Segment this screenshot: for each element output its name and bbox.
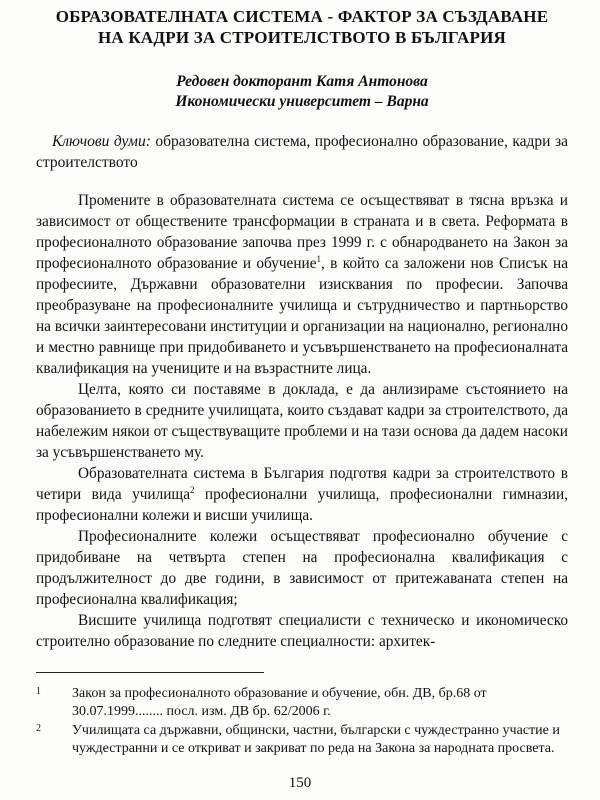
footnote-2 <box>36 722 568 757</box>
paragraph-3-text-a: Образователната система в България подготвя кадри за строителството в четири вида училища <box>36 465 568 503</box>
paragraph-1-text-a: Промените в образователната система се осъществяват в тясна връзка и зависимост от обществените трансформации в страната и в света. Реформата в професионалното образование започва през 1999 г. с обнародването на Закон за професионалното образование и обучение <box>36 192 568 272</box>
footnote-number: 1 <box>36 686 41 697</box>
footnote-text: Училищата са държавни, общински, частни, български с чуждестранно участие и чуждестранни и се откриват и закриват по реда на Закона за народната просвета. <box>72 723 560 756</box>
keywords <box>36 132 568 173</box>
title-line-2: НА КАДРИ ЗА СТРОИТЕЛСТВОТО В БЪЛГАРИЯ <box>97 28 507 47</box>
paragraph-1 <box>36 190 568 379</box>
body-text <box>36 190 568 652</box>
footnote-ref-1: 1 <box>316 253 322 264</box>
footnotes <box>36 685 568 757</box>
footnote-divider <box>36 672 264 673</box>
footnote-number: 2 <box>36 723 41 734</box>
paragraph-4: Професионалните колежи осъществяват професионално обучение с придобиване на четвърта степен на професионална квалификация с продължителност до две години, в зависимост от притежаваната степен на професионална квалификация; <box>36 528 568 608</box>
paragraph-3-text-b: професионални училища, професионални гимназии, професионални колежи и висши училища. <box>36 486 568 524</box>
keywords-label: Ключови думи: <box>52 133 151 150</box>
keywords-text: образователна система, професионално образование, кадри за строителството <box>36 133 568 171</box>
author-affiliation: Икономически университет – Варна <box>175 93 429 110</box>
paragraph-2: Целта, която си поставяме в доклада, е да анлизираме състоянието на образованието в средните училищата, които създават кадри за строителството, да набележим някои от съществуващите проблеми и на тази основа да дадем насоки за усъвършенстването му. <box>36 381 568 461</box>
paragraph-3 <box>36 463 568 526</box>
footnote-text: Закон за професионалното образование и обучение, обн. ДВ, бр.68 от 30.07.1999........ посл. изм. ДВ бр. 62/2006 г. <box>72 686 487 719</box>
footnote-ref-2: 2 <box>189 484 195 495</box>
paragraph-1-text-b: , в който са заложени нов Списък на професиите, Държавни образователни изисквания по професии. Започва преобразуване на професионалните училища и сътрудничество и партньорство на всички заинтересовани институции и организации на национално, регионално и местно равнище при придобиването и усъвършенстването на професионалната квалификация на учениците и на възрастните лица. <box>36 255 568 377</box>
footnote-1 <box>36 685 568 720</box>
paper-title <box>36 6 568 48</box>
page-number: 150 <box>288 775 312 791</box>
author-name: Редовен докторант Катя Антонова <box>176 73 428 90</box>
title-line-1: ОБРАЗОВАТЕЛНАТА СИСТЕМА - ФАКТОР ЗА СЪЗДАВАНЕ <box>55 7 549 26</box>
paragraph-5: Висшите училища подготвят специалисти с техническо и икономическо строително образование по следните специалности: архитек- <box>36 612 568 650</box>
author-block <box>36 72 568 112</box>
